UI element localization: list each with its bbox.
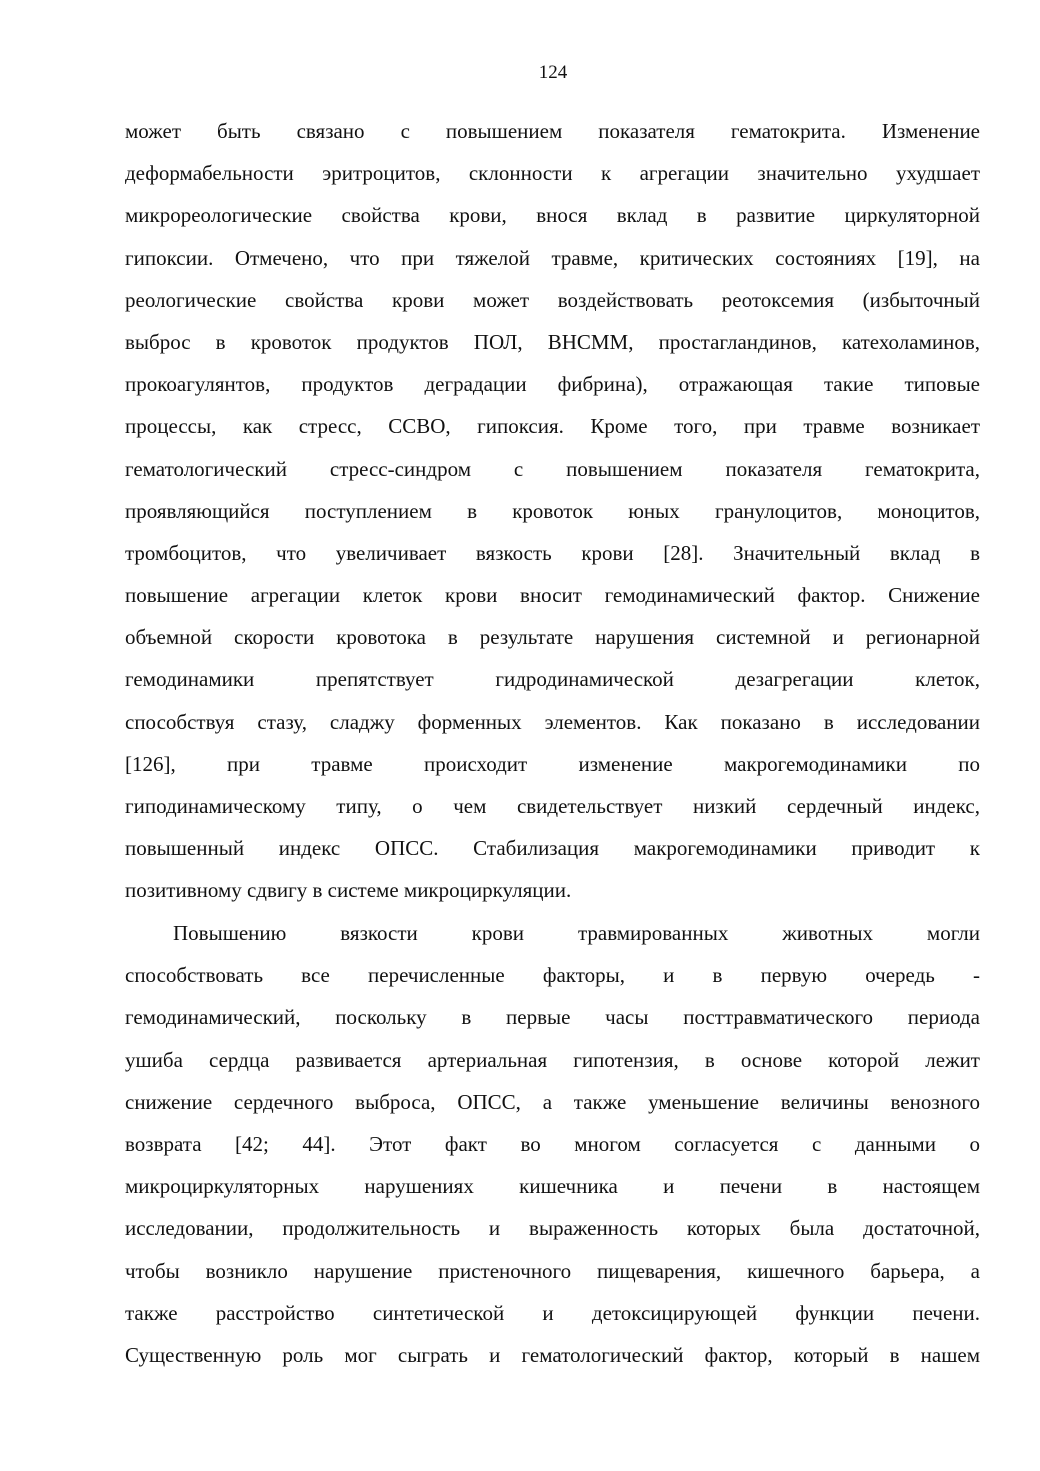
text-line: Существенную роль мог сыграть и гематологический фактор, который в нашем [125, 1342, 980, 1367]
text-line: может быть связано с повышением показателя гематокрита. Изменение [125, 119, 980, 143]
text-line: снижение сердечного выброса, ОПСС, а также уменьшение величины венозного [125, 1089, 980, 1114]
text-line: реологические свойства крови может воздействовать реотоксемия (избыточный [125, 287, 980, 312]
text-line: гипоксии. Отмечено, что при тяжелой травме, критических состояниях [19], на [125, 245, 980, 270]
text-line: ушиба сердца развивается артериальная гипотензия, в основе которой лежит [125, 1047, 980, 1072]
text-line: [126], при травме происходит изменение макрогемодинамики по [125, 751, 980, 776]
text-line: способствуя стазу, сладжу форменных элементов. Как показано в исследовании [125, 709, 980, 734]
text-line: прокоагулянтов, продуктов деградации фибрина), отражающая такие типовые [125, 372, 980, 397]
text-line: выброс в кровоток продуктов ПОЛ, ВНСММ, простагландинов, катехоламинов, [125, 329, 980, 354]
text-line: микрореологические свойства крови, внося вклад в развитие циркуляторной [125, 203, 980, 228]
paragraph-2 [125, 918, 980, 1382]
text-line: способствовать все перечисленные факторы, и в первую очередь - [125, 963, 980, 988]
text-line: возврата [42; 44]. Этот факт во многом согласуется с данными о [125, 1131, 980, 1156]
text-line: повышенный индекс ОПСС. Стабилизация макрогемодинамики приводит к [125, 836, 980, 861]
text-line: микроциркуляторных нарушениях кишечника и печени в настоящем [125, 1174, 980, 1199]
text-line: процессы, как стресс, ССВО, гипоксия. Кроме того, при травме возникает [125, 414, 980, 439]
text-line: также расстройство синтетической и детоксицирующей функции печени. [125, 1300, 980, 1325]
text-line: позитивному сдвигу в системе микроциркуляции. [125, 878, 572, 903]
text-line: чтобы возникло нарушение пристеночного пищеварения, кишечного барьера, а [125, 1258, 980, 1283]
text-line: гемодинамический, поскольку в первые часы посттравматического периода [125, 1005, 980, 1030]
text-line: тромбоцитов, что увеличивает вязкость крови [28]. Значительный вклад в [125, 540, 980, 565]
text-line: Повышению вязкости крови травмированных животных могли [173, 921, 980, 945]
paragraph-1 [125, 116, 980, 918]
text-line: исследовании, продолжительность и выраженность которых была достаточной, [125, 1216, 980, 1241]
text-line: гемодинамики препятствует гидродинамической дезагрегации клеток, [125, 667, 980, 692]
text-line: гематологический стресс-синдром с повышением показателя гематокрита, [125, 456, 980, 481]
text-line: деформабельности эритроцитов, склонности к агрегации значительно ухудшает [125, 161, 980, 186]
text-line: повышение агрегации клеток крови вносит гемодинамический фактор. Снижение [125, 583, 980, 608]
page-number: 124 [538, 62, 568, 83]
text-line: проявляющийся поступлением в кровоток юных гранулоцитов, моноцитов, [125, 498, 980, 523]
text-line: объемной скорости кровотока в результате нарушения системной и регионарной [125, 625, 980, 650]
text-line: гиподинамическому типу, о чем свидетельствует низкий сердечный индекс, [125, 794, 980, 818]
